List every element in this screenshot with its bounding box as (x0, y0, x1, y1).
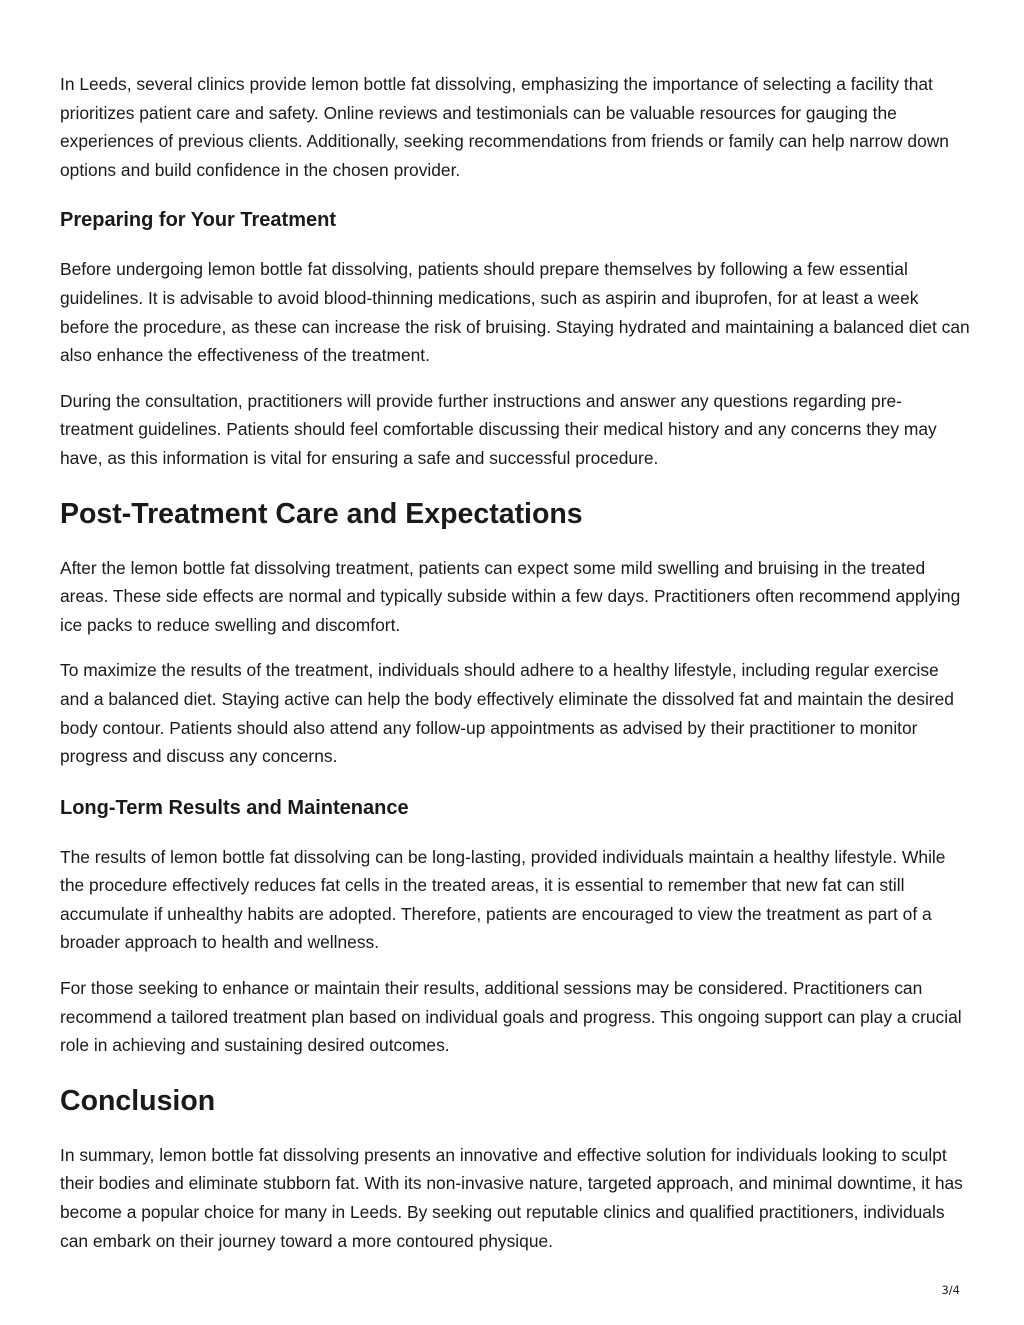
paragraph-preparation-guidelines: Before undergoing lemon bottle fat dissolving, patients should prepare themselves by following a few essential guidelines. It is advisable to avoid blood-thinning medications, such as aspirin and ibuprofen, for at least a week before the procedure, as these can increase the risk of bruising. Staying hydrated and maintaining a balanced diet can also enhance the effectiveness of the treatment. (60, 259, 970, 366)
paragraph-side-effects: After the lemon bottle fat dissolving treatment, patients can expect some mild swelling and bruising in the treated areas. These side effects are normal and typically subside within a few days. Practitioners often recommend applying ice packs to reduce swelling and discomfort. (60, 557, 961, 635)
paragraph-long-lasting-results: The results of lemon bottle fat dissolving can be long-lasting, provided individuals maintain a healthy lifestyle. While the procedure effectively reduces fat cells in the treated areas, it is essential to remember that new fat can still accumulate if unhealthy habits are adopted. Therefore, patients are encouraged to view the treatment as part of a broader approach to health and wellness. (60, 846, 946, 953)
paragraph-summary: In summary, lemon bottle fat dissolving presents an innovative and effective solution for individuals looking to sculpt their bodies and eliminate stubborn fat. With its non-invasive nature, targeted approach, and minimal downtime, it has become a popular choice for many in Leeds. By seeking out reputable clinics and qualified practitioners, individuals can embark on their journey toward a more contoured physique. (60, 1144, 963, 1251)
paragraph-additional-sessions: For those seeking to enhance or maintain their results, additional sessions may be considered. Practitioners can recommend a tailored treatment plan based on individual goals and progress. This ongoing support can play a crucial role in achieving and sustaining desired outcomes. (60, 978, 962, 1056)
heading-preparing-for-treatment: Preparing for Your Treatment (60, 209, 336, 232)
paragraph-maximize-results: To maximize the results of the treatment, individuals should adhere to a healthy lifestyle, including regular exercise and a balanced diet. Staying active can help the body effectively eliminate the dissolved fat and maintain the desired body contour. Patients should also attend any follow-up appointments as advised by their practitioner to monitor progress and discuss any concerns. (60, 660, 954, 767)
heading-post-treatment-care: Post-Treatment Care and Expectations (60, 497, 583, 530)
heading-long-term-results: Long-Term Results and Maintenance (60, 796, 409, 819)
document-body (60, 70, 970, 1272)
paragraph-consultation: During the consultation, practitioners will provide further instructions and answer any questions regarding pre-treatment guidelines. Patients should feel comfortable discussing their medical history and any concerns they may have, as this information is vital for ensuring a safe and successful procedure. (60, 390, 937, 468)
paragraph-clinic-selection: In Leeds, several clinics provide lemon bottle fat dissolving, emphasizing the importance of selecting a facility that prioritizes patient care and safety. Online reviews and testimonials can be valuable resources for gauging the experiences of previous clients. Additionally, seeking recommendations from friends or family can help narrow down options and build confidence in the chosen provider. (60, 74, 949, 180)
heading-conclusion: Conclusion (60, 1084, 216, 1117)
page-number: 3/4 (941, 1283, 960, 1297)
